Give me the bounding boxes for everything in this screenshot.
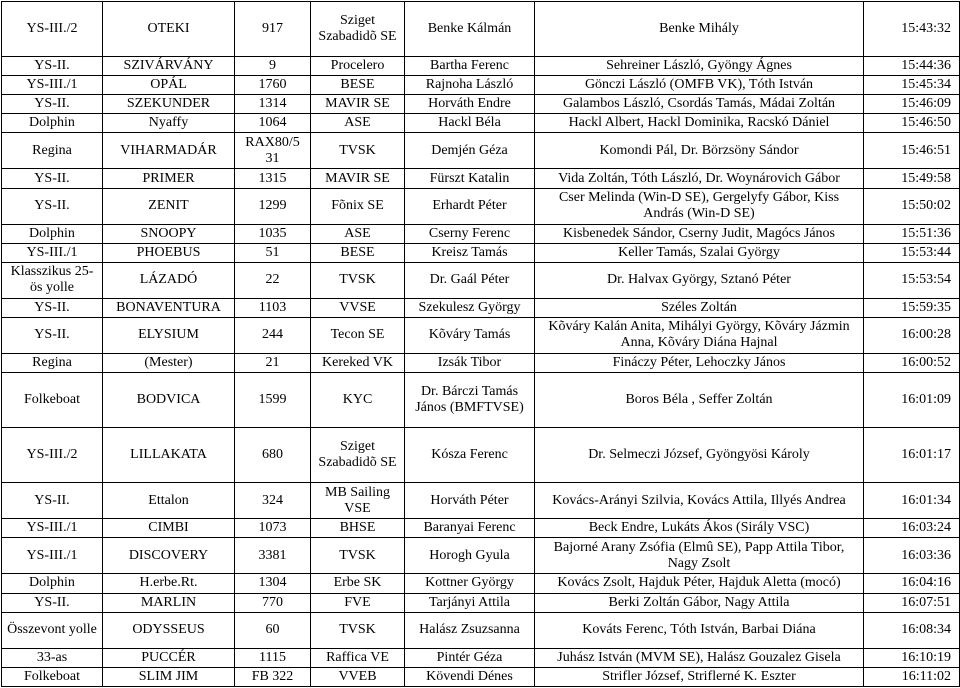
crew-cell: Széles Zoltán <box>535 298 864 317</box>
boat-class-cell: YS-II. <box>2 188 103 224</box>
table-row <box>2 353 960 372</box>
table-row <box>2 188 960 224</box>
sail-number-cell: 1073 <box>235 519 311 538</box>
crew-cell: Hackl Albert, Hackl Dominika, Racskó Dániel <box>535 114 864 133</box>
sail-number-cell: 680 <box>235 428 311 483</box>
boat-name-cell: ELYSIUM <box>103 317 235 353</box>
sail-number-cell: RAX80/5 31 <box>235 133 311 169</box>
skipper-cell: Tarjányi Attila <box>405 593 535 612</box>
table-row <box>2 519 960 538</box>
club-cell: BESE <box>311 76 405 95</box>
sail-number-cell: 1035 <box>235 224 311 243</box>
skipper-cell: Cserny Ferenc <box>405 224 535 243</box>
skipper-cell: Dr. Gaál Péter <box>405 262 535 298</box>
crew-cell: Cser Melinda (Win-D SE), Gergelyfy Gábor, Kiss András (Win-D SE) <box>535 188 864 224</box>
skipper-cell: Demjén Géza <box>405 133 535 169</box>
boat-class-cell: YS-II. <box>2 317 103 353</box>
table-row <box>2 76 960 95</box>
skipper-cell: Fürszt Katalin <box>405 169 535 188</box>
club-cell: Kereked VK <box>311 353 405 372</box>
boat-name-cell: LILLAKATA <box>103 428 235 483</box>
boat-class-cell: Dolphin <box>2 224 103 243</box>
crew-cell: Benke Mihály <box>535 2 864 57</box>
boat-class-cell: Dolphin <box>2 574 103 593</box>
club-cell: ASE <box>311 114 405 133</box>
finish-time-cell: 16:08:34 <box>864 612 960 648</box>
boat-class-cell: YS-II. <box>2 95 103 114</box>
boat-name-cell: OPÁL <box>103 76 235 95</box>
crew-cell: Komondi Pál, Dr. Börzsöny Sándor <box>535 133 864 169</box>
finish-time-cell: 16:11:02 <box>864 667 960 686</box>
club-cell: Sziget Szabadidõ SE <box>311 428 405 483</box>
table-row <box>2 224 960 243</box>
sail-number-cell: 60 <box>235 612 311 648</box>
club-cell: Tecon SE <box>311 317 405 353</box>
boat-name-cell: BONAVENTURA <box>103 298 235 317</box>
club-cell: TVSK <box>311 612 405 648</box>
table-row <box>2 317 960 353</box>
boat-name-cell: PRIMER <box>103 169 235 188</box>
boat-class-cell: YS-III./2 <box>2 2 103 57</box>
skipper-cell: Pintér Géza <box>405 648 535 667</box>
crew-cell: Kováts Ferenc, Tóth István, Barbai Diána <box>535 612 864 648</box>
club-cell: Fõnix SE <box>311 188 405 224</box>
club-cell: VVEB <box>311 667 405 686</box>
skipper-cell: Kreisz Tamás <box>405 243 535 262</box>
sail-number-cell: 51 <box>235 243 311 262</box>
club-cell: FVE <box>311 593 405 612</box>
crew-cell: Strifler József, Striflerné K. Eszter <box>535 667 864 686</box>
club-cell: MAVIR SE <box>311 95 405 114</box>
table-row <box>2 648 960 667</box>
skipper-cell: Halász Zsuzsanna <box>405 612 535 648</box>
finish-time-cell: 15:49:58 <box>864 169 960 188</box>
sail-number-cell: 1599 <box>235 373 311 428</box>
crew-cell: Beck Endre, Lukáts Ákos (Sirály VSC) <box>535 519 864 538</box>
crew-cell: Bajorné Arany Zsófia (Elmû SE), Papp Attila Tibor, Nagy Zsolt <box>535 538 864 574</box>
boat-name-cell: MARLIN <box>103 593 235 612</box>
table-row <box>2 57 960 76</box>
table-row <box>2 574 960 593</box>
boat-name-cell: ZENIT <box>103 188 235 224</box>
boat-name-cell: Ettalon <box>103 483 235 519</box>
sail-number-cell: 770 <box>235 593 311 612</box>
finish-time-cell: 15:59:35 <box>864 298 960 317</box>
crew-cell: Juhász István (MVM SE), Halász Gouzalez Gisela <box>535 648 864 667</box>
boat-class-cell: Dolphin <box>2 114 103 133</box>
boat-name-cell: Nyaffy <box>103 114 235 133</box>
boat-name-cell: H.erbe.Rt. <box>103 574 235 593</box>
crew-cell: Keller Tamás, Szalai György <box>535 243 864 262</box>
boat-name-cell: CIMBI <box>103 519 235 538</box>
finish-time-cell: 16:00:52 <box>864 353 960 372</box>
boat-name-cell: SNOOPY <box>103 224 235 243</box>
table-row <box>2 667 960 686</box>
finish-time-cell: 16:03:24 <box>864 519 960 538</box>
boat-name-cell: VIHARMADÁR <box>103 133 235 169</box>
boat-class-cell: YS-II. <box>2 57 103 76</box>
sail-number-cell: 1314 <box>235 95 311 114</box>
sail-number-cell: 244 <box>235 317 311 353</box>
table-row <box>2 2 960 57</box>
finish-time-cell: 15:43:32 <box>864 2 960 57</box>
boat-name-cell: LÁZADÓ <box>103 262 235 298</box>
boat-name-cell: (Mester) <box>103 353 235 372</box>
crew-cell: Kisbenedek Sándor, Cserny Judit, Magócs János <box>535 224 864 243</box>
club-cell: TVSK <box>311 262 405 298</box>
skipper-cell: Baranyai Ferenc <box>405 519 535 538</box>
sail-number-cell: 1299 <box>235 188 311 224</box>
skipper-cell: Izsák Tibor <box>405 353 535 372</box>
crew-cell: Kovács Zsolt, Hajduk Péter, Hajduk Aletta (mocó) <box>535 574 864 593</box>
boat-class-cell: Regina <box>2 353 103 372</box>
skipper-cell: Bartha Ferenc <box>405 57 535 76</box>
table-row <box>2 262 960 298</box>
sail-number-cell: 9 <box>235 57 311 76</box>
table-row <box>2 114 960 133</box>
club-cell: VVSE <box>311 298 405 317</box>
skipper-cell: Horogh Gyula <box>405 538 535 574</box>
boat-name-cell: DISCOVERY <box>103 538 235 574</box>
crew-cell: Galambos László, Csordás Tamás, Mádai Zoltán <box>535 95 864 114</box>
boat-class-cell: Klasszikus 25-ös yolle <box>2 262 103 298</box>
sail-number-cell: 1315 <box>235 169 311 188</box>
table-row <box>2 373 960 428</box>
boat-class-cell: YS-III./2 <box>2 428 103 483</box>
finish-time-cell: 15:53:44 <box>864 243 960 262</box>
skipper-cell: Kottner György <box>405 574 535 593</box>
finish-time-cell: 16:10:19 <box>864 648 960 667</box>
sail-number-cell: 917 <box>235 2 311 57</box>
sail-number-cell: FB 322 <box>235 667 311 686</box>
finish-time-cell: 15:45:34 <box>864 76 960 95</box>
boat-name-cell: PUCCÉR <box>103 648 235 667</box>
boat-name-cell: ODYSSEUS <box>103 612 235 648</box>
boat-class-cell: YS-III./1 <box>2 243 103 262</box>
boat-class-cell: YS-III./1 <box>2 538 103 574</box>
crew-cell: Dr. Halvax György, Sztanó Péter <box>535 262 864 298</box>
skipper-cell: Benke Kálmán <box>405 2 535 57</box>
skipper-cell: Hackl Béla <box>405 114 535 133</box>
crew-cell: Berki Zoltán Gábor, Nagy Attila <box>535 593 864 612</box>
crew-cell: Sehreiner László, Gyöngy Ágnes <box>535 57 864 76</box>
sail-number-cell: 1115 <box>235 648 311 667</box>
finish-time-cell: 15:44:36 <box>864 57 960 76</box>
table-row <box>2 538 960 574</box>
skipper-cell: Erhardt Péter <box>405 188 535 224</box>
sail-number-cell: 1064 <box>235 114 311 133</box>
finish-time-cell: 15:46:09 <box>864 95 960 114</box>
finish-time-cell: 16:04:16 <box>864 574 960 593</box>
club-cell: MB Sailing VSE <box>311 483 405 519</box>
finish-time-cell: 15:53:54 <box>864 262 960 298</box>
boat-name-cell: PHOEBUS <box>103 243 235 262</box>
boat-class-cell: YS-III./1 <box>2 76 103 95</box>
skipper-cell: Szekulesz György <box>405 298 535 317</box>
boat-class-cell: YS-II. <box>2 298 103 317</box>
club-cell: TVSK <box>311 538 405 574</box>
finish-time-cell: 16:01:09 <box>864 373 960 428</box>
table-row <box>2 612 960 648</box>
club-cell: Procelero <box>311 57 405 76</box>
boat-name-cell: SLIM JIM <box>103 667 235 686</box>
crew-cell: Kovács-Arányi Szilvia, Kovács Attila, Illyés Andrea <box>535 483 864 519</box>
finish-time-cell: 15:46:50 <box>864 114 960 133</box>
crew-cell: Gönczi László (OMFB VK), Tóth István <box>535 76 864 95</box>
skipper-cell: Kõváry Tamás <box>405 317 535 353</box>
sail-number-cell: 1103 <box>235 298 311 317</box>
crew-cell: Vida Zoltán, Tóth László, Dr. Woynárovich Gábor <box>535 169 864 188</box>
club-cell: ASE <box>311 224 405 243</box>
boat-class-cell: YS-II. <box>2 169 103 188</box>
table-row <box>2 483 960 519</box>
skipper-cell: Kósza Ferenc <box>405 428 535 483</box>
table-row <box>2 95 960 114</box>
finish-time-cell: 15:50:02 <box>864 188 960 224</box>
crew-cell: Dr. Selmeczi József, Gyöngyösi Károly <box>535 428 864 483</box>
club-cell: Raffica VE <box>311 648 405 667</box>
sail-number-cell: 3381 <box>235 538 311 574</box>
skipper-cell: Dr. Bárczi Tamás János (BMFTVSE) <box>405 373 535 428</box>
table-row <box>2 133 960 169</box>
table-row <box>2 169 960 188</box>
club-cell: Sziget Szabadidõ SE <box>311 2 405 57</box>
boat-name-cell: BODVICA <box>103 373 235 428</box>
table-row <box>2 428 960 483</box>
crew-cell: Fináczy Péter, Lehoczky János <box>535 353 864 372</box>
boat-class-cell: Folkeboat <box>2 373 103 428</box>
boat-class-cell: YS-III./1 <box>2 519 103 538</box>
club-cell: Erbe SK <box>311 574 405 593</box>
crew-cell: Boros Béla , Seffer Zoltán <box>535 373 864 428</box>
boat-name-cell: SZEKUNDER <box>103 95 235 114</box>
finish-time-cell: 16:01:34 <box>864 483 960 519</box>
boat-class-cell: 33-as <box>2 648 103 667</box>
club-cell: TVSK <box>311 133 405 169</box>
finish-time-cell: 16:01:17 <box>864 428 960 483</box>
skipper-cell: Kövendi Dénes <box>405 667 535 686</box>
sail-number-cell: 22 <box>235 262 311 298</box>
sail-number-cell: 324 <box>235 483 311 519</box>
club-cell: KYC <box>311 373 405 428</box>
finish-time-cell: 16:07:51 <box>864 593 960 612</box>
club-cell: BESE <box>311 243 405 262</box>
table-row <box>2 298 960 317</box>
sail-number-cell: 21 <box>235 353 311 372</box>
boat-class-cell: YS-II. <box>2 593 103 612</box>
boat-name-cell: OTEKI <box>103 2 235 57</box>
finish-time-cell: 16:00:28 <box>864 317 960 353</box>
crew-cell: Kõváry Kalán Anita, Mihályi György, Kõváry Jázmin Anna, Kõváry Diána Hajnal <box>535 317 864 353</box>
finish-time-cell: 16:03:36 <box>864 538 960 574</box>
finish-time-cell: 15:51:36 <box>864 224 960 243</box>
boat-name-cell: SZIVÁRVÁNY <box>103 57 235 76</box>
boat-class-cell: Összevont yolle <box>2 612 103 648</box>
sail-number-cell: 1304 <box>235 574 311 593</box>
club-cell: BHSE <box>311 519 405 538</box>
table-row <box>2 243 960 262</box>
sail-number-cell: 1760 <box>235 76 311 95</box>
skipper-cell: Horváth Péter <box>405 483 535 519</box>
club-cell: MAVIR SE <box>311 169 405 188</box>
skipper-cell: Horváth Endre <box>405 95 535 114</box>
results-body <box>2 2 960 687</box>
boat-class-cell: Regina <box>2 133 103 169</box>
results-table <box>1 1 960 687</box>
boat-class-cell: YS-II. <box>2 483 103 519</box>
skipper-cell: Rajnoha László <box>405 76 535 95</box>
boat-class-cell: Folkeboat <box>2 667 103 686</box>
table-row <box>2 593 960 612</box>
finish-time-cell: 15:46:51 <box>864 133 960 169</box>
